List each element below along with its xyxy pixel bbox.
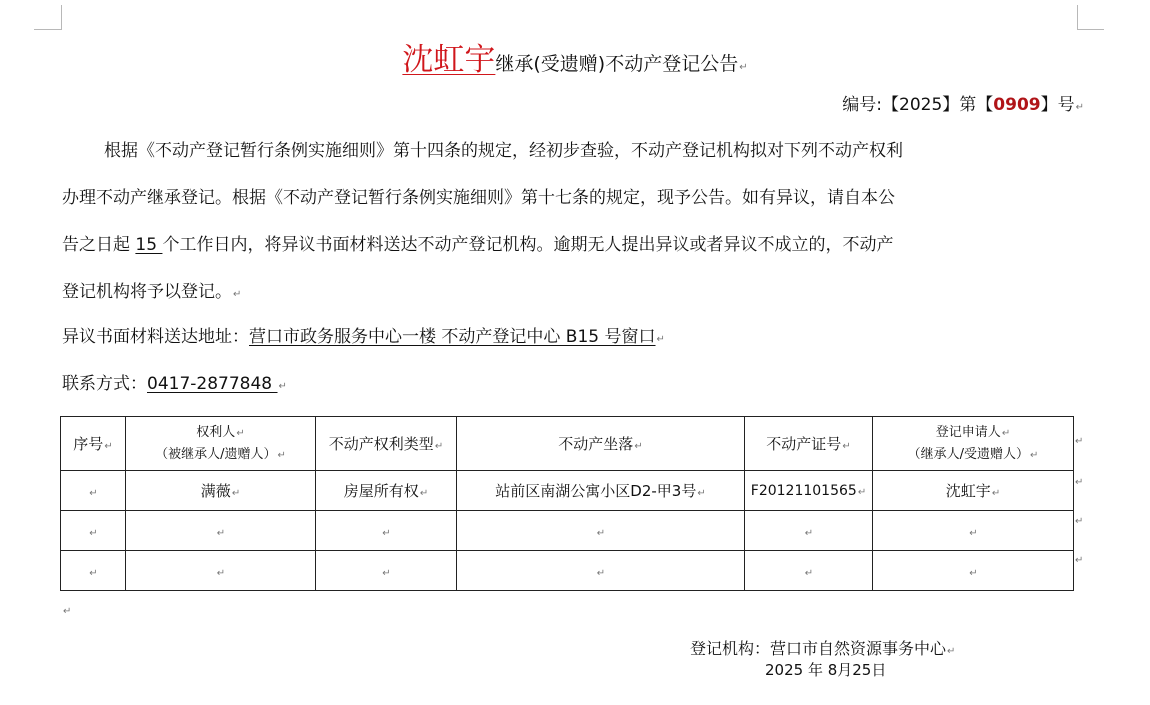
- table-row: [61, 471, 1074, 511]
- cell-seq: ↵: [61, 511, 126, 551]
- header-right-type: 不动产权利类型↵: [316, 417, 457, 471]
- cell-cert-no: F20121101565↵: [745, 471, 873, 511]
- table-row: [61, 511, 1074, 551]
- paragraph-mark-icon: ↵: [1075, 102, 1084, 113]
- body-line-4-text: 登记机构将予以登记。: [62, 282, 232, 302]
- cell-location: 站前区南湖公寓小区D2-甲3号↵: [457, 471, 745, 511]
- doc-number-suffix: 】号: [1040, 95, 1075, 115]
- row-end-mark-icon: ↵: [1075, 477, 1084, 488]
- cell-location: ↵: [457, 511, 745, 551]
- table-header-row: [61, 417, 1074, 471]
- row-end-mark-icon: ↵: [1075, 436, 1084, 447]
- cell-holder: ↵: [126, 511, 316, 551]
- body-line-3: [62, 230, 1082, 255]
- title-rest: 继承(受遗赠)不动产登记公告: [495, 53, 739, 75]
- body-line-3a: 告之日起: [62, 235, 136, 255]
- cell-holder: 满薇↵: [126, 471, 316, 511]
- header-seq: 序号↵: [61, 417, 126, 471]
- document-number: [842, 90, 1084, 115]
- cell-applicant: ↵: [873, 511, 1074, 551]
- cell-seq: ↵: [61, 471, 126, 511]
- cell-seq: ↵: [61, 551, 126, 591]
- cell-location: ↵: [457, 551, 745, 591]
- address-value: 营口市政务服务中心一楼 不动产登记中心 B15 号窗口: [249, 327, 656, 347]
- objection-address: [62, 322, 1082, 347]
- paragraph-mark-icon: ↵: [656, 334, 665, 345]
- org-label: 登记机构：: [690, 639, 771, 658]
- body-line-2: 办理不动产继承登记。根据《不动产登记暂行条例实施细则》第十七条的规定，现予公告。如有异议，请自本公: [62, 188, 895, 208]
- announcement-date: 2025 年 8月25日: [765, 661, 887, 679]
- header-cert-no: 不动产证号↵: [745, 417, 873, 471]
- paragraph-mark-icon: ↵: [947, 646, 956, 657]
- cell-right-type: ↵: [316, 551, 457, 591]
- row-end-mark-icon: ↵: [1075, 516, 1084, 527]
- page-title: [0, 34, 1150, 79]
- org-name: 营口市自然资源事务中心: [770, 639, 947, 658]
- registration-table: [60, 416, 1074, 591]
- body-line-4: [62, 277, 1082, 302]
- header-location: 不动产坐落↵: [457, 417, 745, 471]
- body-line-3b: 个工作日内，将异议书面材料送达不动产登记机构。逾期无人提出异议或者异议不成立的，不动产: [162, 235, 894, 255]
- days-value: 15: [135, 235, 163, 255]
- cell-right-type: ↵: [316, 511, 457, 551]
- cell-holder: ↵: [126, 551, 316, 591]
- paragraph-mark-icon: ↵: [233, 289, 242, 300]
- body-line-1: 根据《不动产登记暂行条例实施细则》第十四条的规定，经初步查验，不动产登记机构拟对下列不动产权利: [104, 141, 903, 161]
- paragraph-mark-icon: ↵: [278, 381, 287, 392]
- cell-applicant: 沈虹宇↵: [873, 471, 1074, 511]
- header-applicant: 登记申请人↵ （继承人/受遗赠人）↵: [873, 417, 1074, 471]
- cell-right-type: 房屋所有权↵: [316, 471, 457, 511]
- paragraph-mark-icon: ↵: [739, 62, 748, 73]
- row-end-mark-icon: ↵: [1075, 555, 1084, 566]
- doc-number-prefix: 编号:【2025】第【: [842, 95, 994, 115]
- contact-phone: 0417-2877848: [147, 374, 278, 394]
- cell-cert-no: ↵: [745, 511, 873, 551]
- doc-number-value: 0909: [993, 95, 1041, 115]
- cell-applicant: ↵: [873, 551, 1074, 591]
- header-holder: 权利人↵ （被继承人/遗赠人）↵: [126, 417, 316, 471]
- paragraph-mark-icon: ↵: [63, 606, 72, 617]
- contact-info: [62, 369, 1082, 394]
- cell-cert-no: ↵: [745, 551, 873, 591]
- title-name: 沈虹宇: [402, 42, 496, 77]
- table-row: [61, 551, 1074, 591]
- contact-label: 联系方式：: [62, 374, 147, 394]
- registration-authority: [690, 636, 955, 659]
- address-label: 异议书面材料送达地址：: [62, 327, 249, 347]
